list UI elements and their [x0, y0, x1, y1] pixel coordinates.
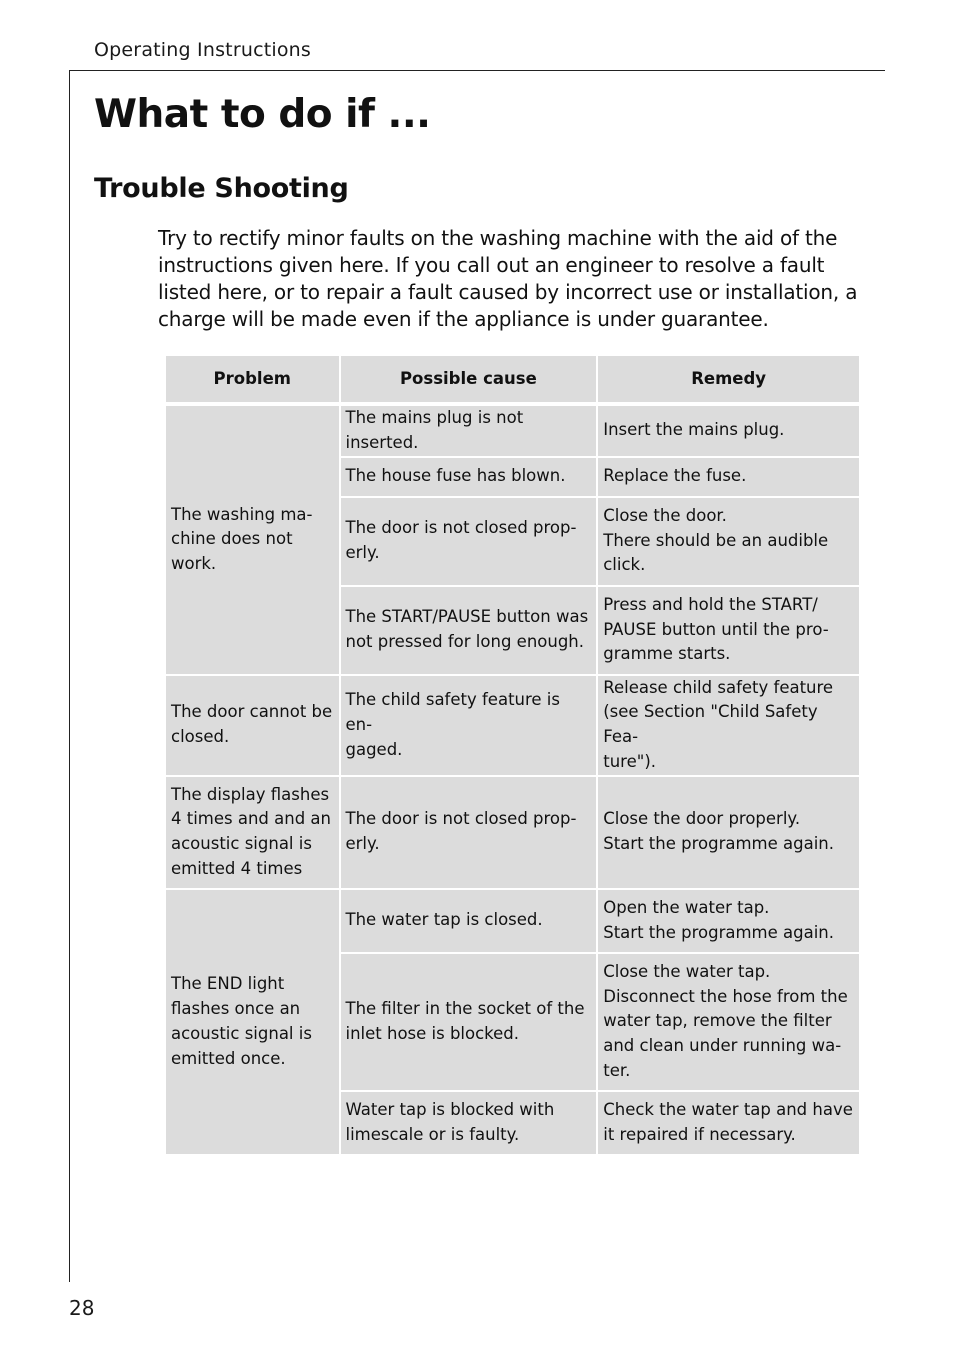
cell-problem: The display flashes 4 times and and an acoustic signal is emitted 4 times — [166, 777, 339, 888]
intro-paragraph: Try to rectify minor faults on the washing machine with the aid of the instructions given here. If you call out an engineer to resolve a fault listed here, or to repair a fault caused by incorrect use or installation, a charge will be made even if the appliance is under guarantee. — [158, 226, 858, 331]
header-remedy: Remedy — [598, 356, 859, 402]
cell-possible-cause: The filter in the socket of the inlet hose is blocked. — [341, 954, 597, 1090]
cell-possible-cause: Water tap is blocked with limescale or is faulty. — [341, 1092, 597, 1154]
table-row — [166, 676, 859, 775]
section-title: Trouble Shooting — [94, 173, 349, 204]
cell-problem: The door cannot be closed. — [166, 676, 339, 775]
header-possible-cause: Possible cause — [341, 356, 597, 402]
table-header-row — [166, 356, 859, 402]
top-rule — [69, 70, 885, 71]
cell-remedy: Release child safety feature (see Section "Child Safety Fea- ture"). — [598, 676, 859, 775]
cell-possible-cause: The START/PAUSE button was not pressed for long enough. — [341, 587, 597, 674]
header-problem: Problem — [166, 356, 339, 402]
left-margin-rule — [69, 70, 70, 1282]
cell-possible-cause: The house fuse has blown. — [341, 458, 597, 496]
cell-possible-cause: The door is not closed prop- erly. — [341, 498, 597, 585]
cell-remedy: Close the door properly. Start the programme again. — [598, 777, 859, 888]
page-title: What to do if ... — [94, 92, 431, 137]
cell-problem: The washing ma- chine does not work. — [166, 406, 339, 674]
cell-remedy: Check the water tap and have it repaired if necessary. — [598, 1092, 859, 1154]
page-number: 28 — [69, 1296, 95, 1320]
cell-remedy: Press and hold the START/ PAUSE button until the pro- gramme starts. — [598, 587, 859, 674]
cell-remedy: Open the water tap. Start the programme again. — [598, 890, 859, 952]
cell-problem: The END light flashes once an acoustic signal is emitted once. — [166, 890, 339, 1154]
table-row — [166, 890, 859, 952]
table-row — [166, 406, 859, 456]
cell-possible-cause: The door is not closed prop- erly. — [341, 777, 597, 888]
table-row — [166, 777, 859, 888]
cell-remedy: Insert the mains plug. — [598, 406, 859, 456]
cell-remedy: Replace the fuse. — [598, 458, 859, 496]
troubleshooting-table — [164, 354, 861, 1156]
cell-possible-cause: The child safety feature is en- gaged. — [341, 676, 597, 775]
cell-possible-cause: The water tap is closed. — [341, 890, 597, 952]
cell-remedy: Close the door. There should be an audible click. — [598, 498, 859, 585]
cell-possible-cause: The mains plug is not inserted. — [341, 406, 597, 456]
table-body — [166, 404, 859, 1154]
cell-remedy: Close the water tap. Disconnect the hose from the water tap, remove the filter and clean under running wa- ter. — [598, 954, 859, 1090]
running-header: Operating Instructions — [94, 39, 312, 61]
